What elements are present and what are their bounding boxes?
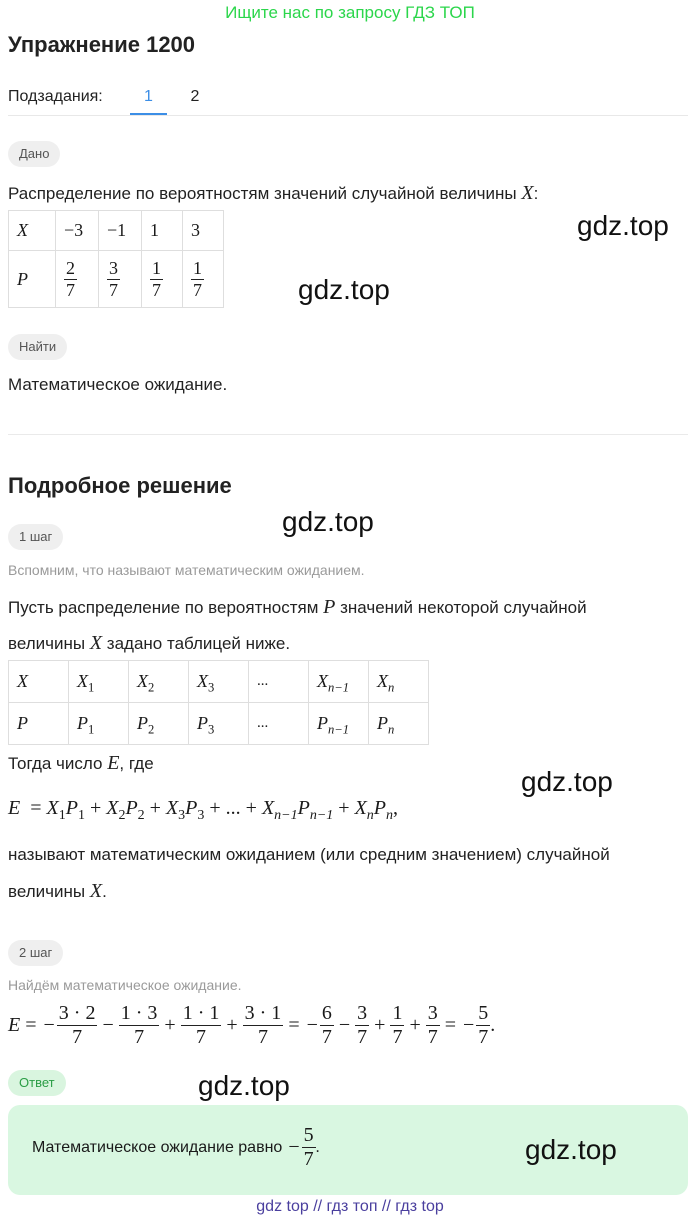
tab-subtask-1[interactable]: 1 (144, 88, 153, 105)
answer-text: Математическое ожидание равно (32, 1138, 283, 1156)
section-divider (8, 434, 688, 435)
then-b: , где (119, 754, 154, 773)
given-text (8, 182, 538, 205)
op-plus: + (226, 1014, 238, 1036)
subtasks-label: Подзадания: (8, 88, 103, 105)
fraction: $\frac{1}{7}$ (152, 257, 161, 300)
table-cell (183, 251, 224, 308)
general-table-row-p (9, 703, 429, 745)
called-line2-a: величины (8, 882, 86, 901)
fraction: $\frac{3 \cdot 1}{7}$ (244, 1002, 282, 1048)
table-cell: $X_1$ (69, 661, 129, 703)
find-text: Математическое ожидание. (8, 375, 228, 394)
step1-line1-a: Пусть распределение по вероятностям (8, 598, 319, 617)
called-line2-b: . (102, 882, 107, 901)
general-table (8, 660, 429, 745)
op-equals: = (25, 1014, 37, 1036)
op-plus: + (374, 1014, 386, 1036)
table-cell: P (9, 251, 56, 308)
table-cell: P (9, 703, 69, 745)
answer-chip: Ответ (8, 1070, 66, 1096)
fraction: $\frac{6}{7}$ (321, 1002, 332, 1048)
answer-line (32, 1125, 320, 1170)
fraction: $\frac{1 \cdot 1}{7}$ (182, 1002, 220, 1048)
watermark: gdz.top (577, 210, 669, 241)
period: . (490, 1014, 496, 1036)
table-cell: X (9, 661, 69, 703)
table-cell (56, 251, 99, 308)
table-cell: ... (249, 661, 309, 703)
step2-hint: Найдём математическое ожидание. (8, 977, 242, 993)
table-cell: −1 (99, 211, 142, 251)
table-cell (142, 251, 183, 308)
called-line1: называют математическим ожиданием (или средним значением) случайной (8, 845, 610, 864)
called-line2-var: X (89, 880, 103, 902)
table-cell: $P_2$ (129, 703, 189, 745)
op-plus: + (164, 1014, 176, 1036)
op-minus: − (338, 1014, 351, 1036)
step1-line1-b: значений некоторой случайной (340, 598, 587, 617)
fraction: $\frac{5}{7}$ (303, 1124, 314, 1170)
given-table-row-x (9, 211, 224, 251)
step1-line2-a: величины (8, 634, 86, 653)
table-cell: ... (249, 703, 309, 745)
table-cell: $P_3$ (189, 703, 249, 745)
table-cell: $X_2$ (129, 661, 189, 703)
tabs-divider (8, 115, 688, 116)
called-line2 (8, 880, 107, 903)
fraction: $\frac{5}{7}$ (478, 1002, 489, 1048)
step2-chip: 2 шаг (8, 940, 63, 966)
fraction: $\frac{3 \cdot 2}{7}$ (58, 1002, 96, 1048)
top-banner: Ищите нас по запросу ГДЗ ТОП (225, 3, 475, 22)
op-minus: − (43, 1014, 55, 1036)
then-var: E (107, 752, 120, 774)
given-text-label: Распределение по вероятностям значений случайной величины (8, 184, 517, 203)
calc-E: E (8, 1014, 21, 1036)
op-minus: − (306, 1014, 318, 1036)
op-equals: = (288, 1014, 300, 1036)
op-minus: − (463, 1014, 475, 1036)
given-colon: : (533, 184, 539, 203)
then-a: Тогда число (8, 754, 103, 773)
watermark: gdz.top (525, 1134, 617, 1165)
given-var: X (521, 182, 534, 204)
expectation-formula (8, 797, 398, 823)
solution-heading: Подробное решение (8, 473, 232, 498)
table-cell: X (9, 211, 56, 251)
fraction: $\frac{3}{7}$ (109, 257, 118, 300)
fraction: $\frac{3}{7}$ (427, 1002, 438, 1048)
step1-line1-var: P (323, 596, 336, 618)
table-cell: 1 (142, 211, 183, 251)
step1-line1 (8, 596, 587, 619)
table-cell: $X_{n-1}$ (309, 661, 369, 703)
find-chip: Найти (8, 334, 67, 360)
fraction: $\frac{3}{7}$ (357, 1002, 368, 1048)
op-plus: + (409, 1014, 421, 1036)
watermark: gdz.top (198, 1070, 290, 1101)
table-cell: $P_{n-1}$ (309, 703, 369, 745)
table-cell: $X_n$ (369, 661, 429, 703)
op-minus: − (288, 1136, 300, 1158)
table-cell: $P_1$ (69, 703, 129, 745)
calculation (8, 1003, 495, 1048)
table-cell: $X_3$ (189, 661, 249, 703)
table-cell: −3 (56, 211, 99, 251)
fraction: $\frac{1}{7}$ (193, 257, 202, 300)
footer: gdz top // гдз топ // гдз top (256, 1198, 444, 1215)
table-cell: $P_n$ (369, 703, 429, 745)
step1-line2-var: X (89, 632, 103, 654)
given-table (8, 210, 224, 308)
fraction: $\frac{1}{7}$ (392, 1002, 403, 1048)
general-table-row-x (9, 661, 429, 703)
given-table-row-p (9, 251, 224, 308)
watermark: gdz.top (298, 274, 390, 305)
formula-render: $E = X_1P_1 + X_2P_2 + X_3P_3$ + ... + $X_{n-1}P_{n-1} + X_nP_n$, (8, 797, 398, 823)
watermark: gdz.top (282, 506, 374, 537)
page-title: Упражнение 1200 (8, 32, 196, 57)
fraction: $\frac{2}{7}$ (66, 257, 75, 300)
op-minus: − (102, 1014, 114, 1036)
period: . (315, 1138, 320, 1156)
step1-line2 (8, 632, 290, 655)
step1-chip: 1 шаг (8, 524, 63, 550)
given-chip: Дано (8, 141, 60, 167)
then-line (8, 752, 154, 775)
step1-line2-b: задано таблицей ниже. (106, 634, 291, 653)
tab-subtask-2[interactable]: 2 (190, 88, 200, 105)
table-cell (99, 251, 142, 308)
op-equals: = (444, 1014, 456, 1036)
fraction: $\frac{1 \cdot 3}{7}$ (120, 1002, 158, 1048)
step1-hint: Вспомним, что называют математическим ожиданием. (8, 562, 365, 578)
watermark: gdz.top (521, 766, 613, 797)
table-cell: 3 (183, 211, 224, 251)
